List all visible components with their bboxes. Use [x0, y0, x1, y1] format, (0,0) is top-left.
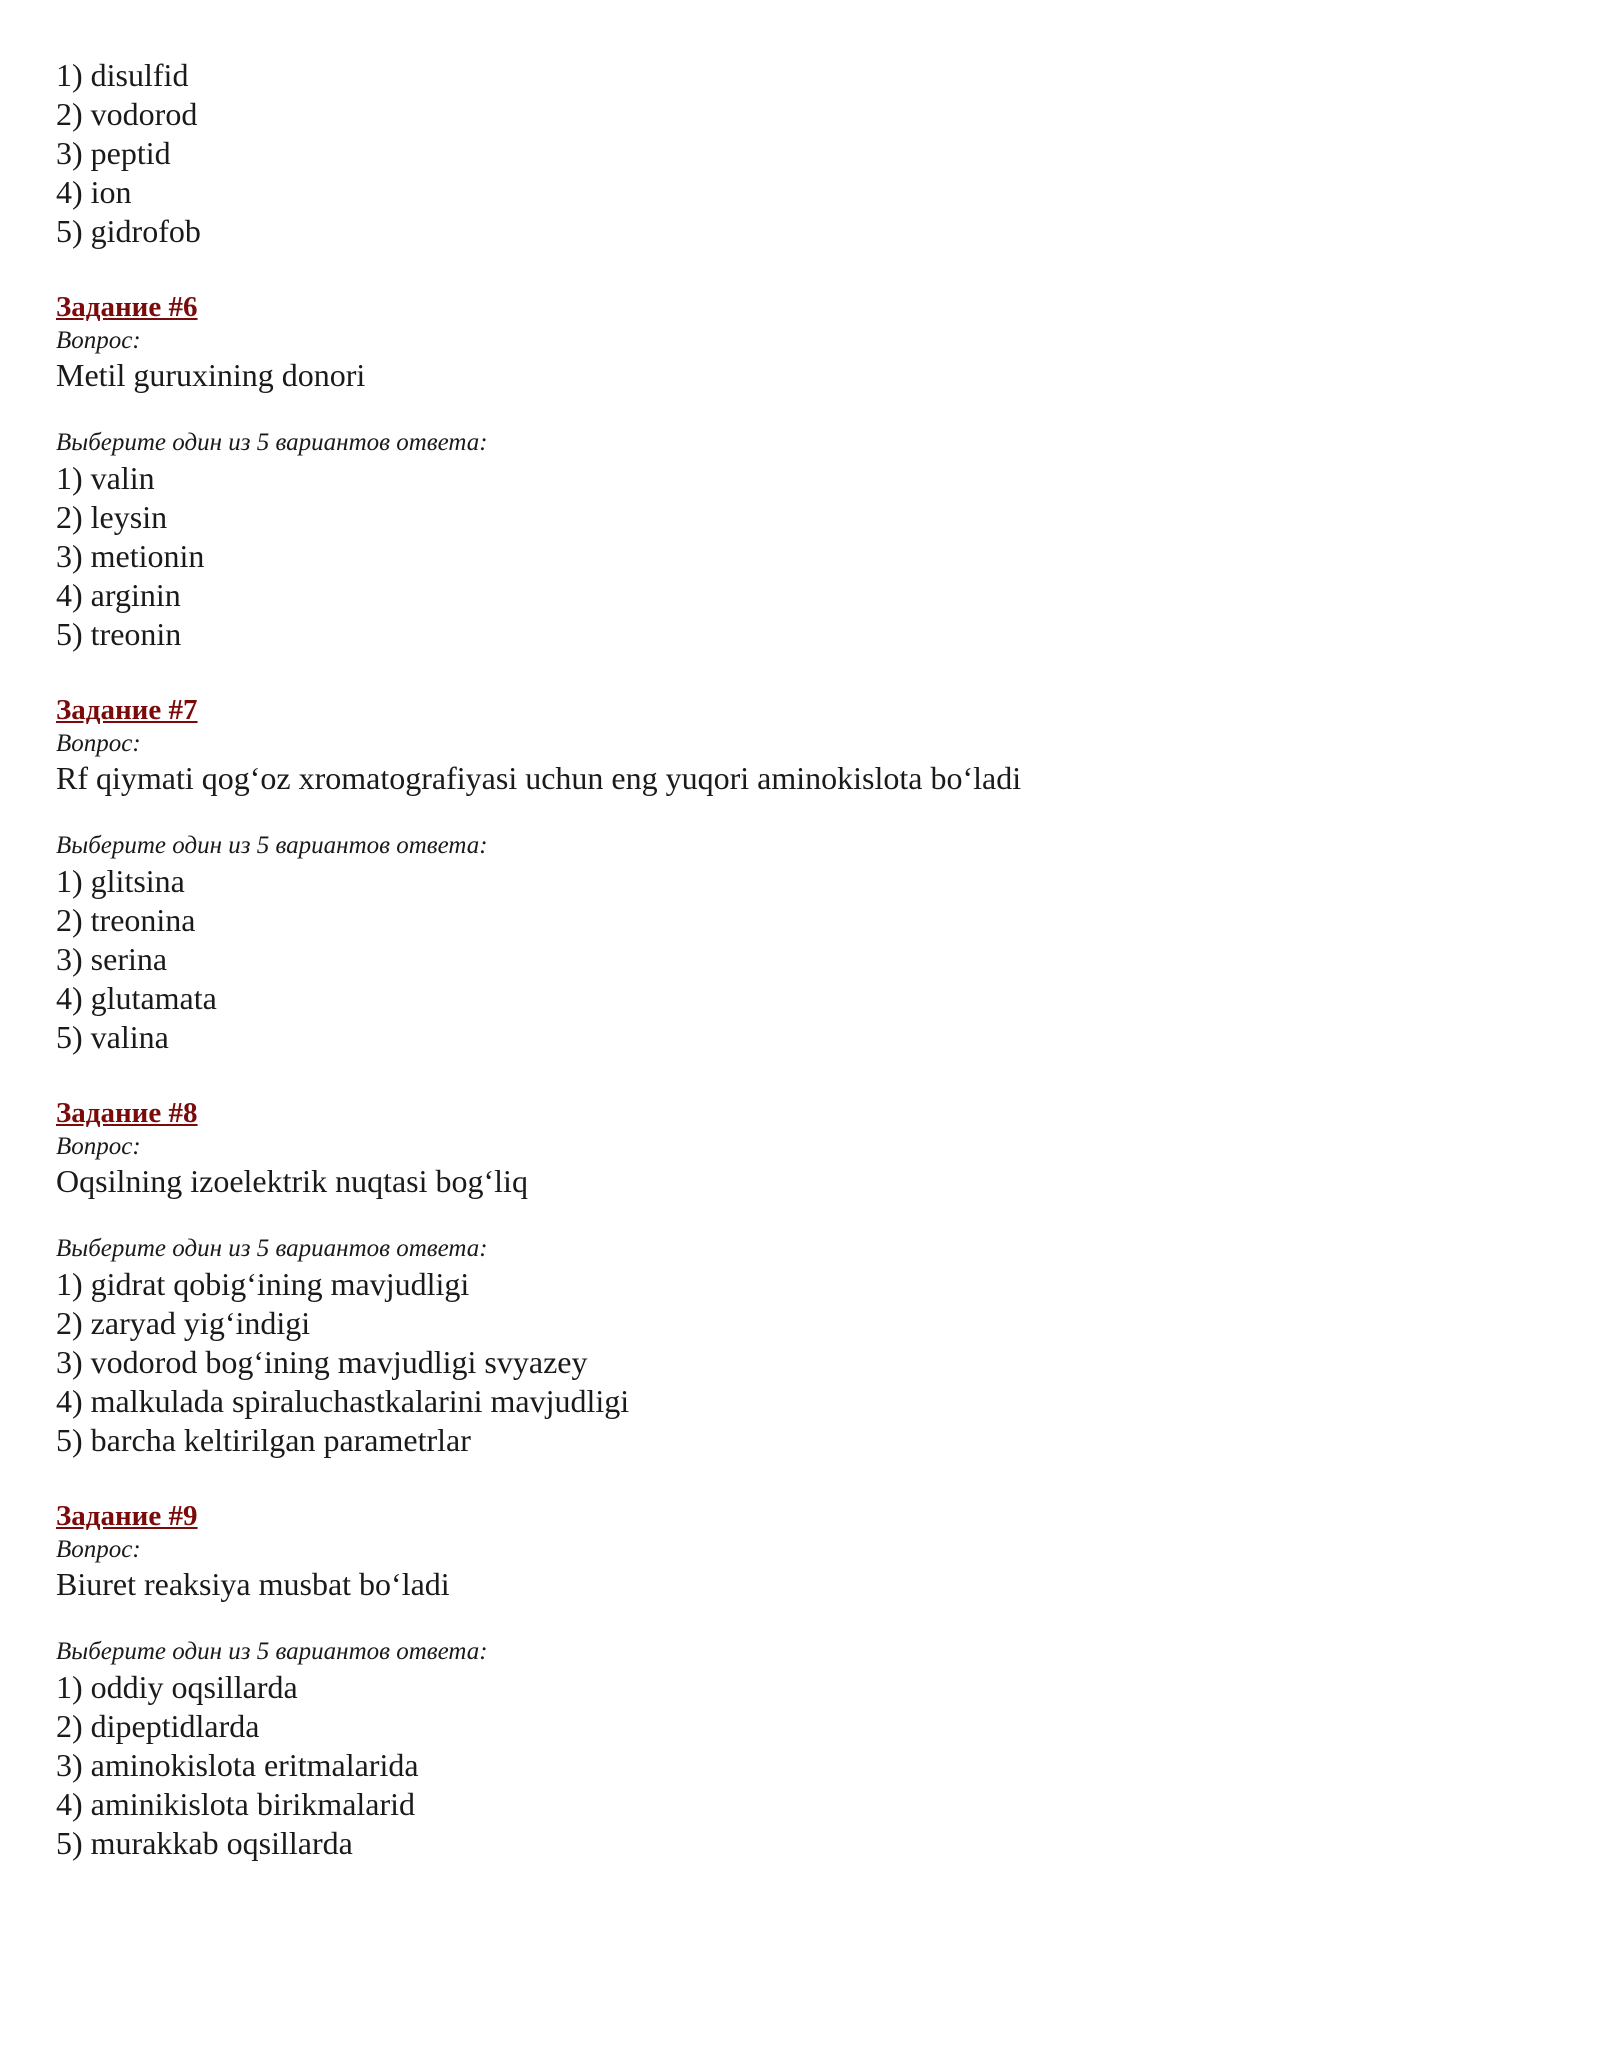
task-9: [56, 1460, 1536, 1863]
choose-label: Выберите один из 5 вариантов ответа:: [56, 1638, 488, 1665]
question-label: Вопрос:: [56, 730, 141, 757]
task-heading: Задание #8: [56, 1097, 198, 1129]
list-item: 3) vodorod bog‘ining mavjudligi svyazey: [56, 1344, 588, 1380]
list-item: 1) gidrat qobig‘ining mavjudligi: [56, 1266, 470, 1302]
list-item: 4) malkulada spiraluchastkalarini mavjudligi: [56, 1383, 630, 1419]
list-item: 2) treonina: [56, 902, 196, 938]
question-label: Вопрос:: [56, 327, 141, 354]
options-list: [56, 1668, 1536, 1863]
list-item: 5) gidrofob: [56, 213, 201, 249]
list-item: 3) peptid: [56, 135, 171, 171]
question-text: Rf qiymati qog‘oz xromatografiyasi uchun eng yuqori aminokislota bo‘ladi: [56, 760, 1022, 796]
options-list: [56, 459, 1536, 654]
choose-label: Выберите один из 5 вариантов ответа:: [56, 1235, 488, 1262]
list-item: 4) aminikislota birikmalarid: [56, 1786, 416, 1822]
list-item: 3) aminokislota eritmalarida: [56, 1747, 419, 1783]
list-item: 2) zaryad yig‘indigi: [56, 1305, 311, 1341]
list-item: 4) arginin: [56, 577, 181, 613]
list-item: 1) oddiy oqsillarda: [56, 1669, 298, 1705]
list-item: 3) metionin: [56, 538, 205, 574]
choose-label: Выберите один из 5 вариантов ответа:: [56, 429, 488, 456]
task-7: [56, 654, 1536, 1057]
task-6: [56, 251, 1536, 654]
task-heading: Задание #6: [56, 291, 198, 323]
document-page: [56, 54, 1536, 1863]
question-text: Biuret reaksiya musbat bo‘ladi: [56, 1566, 450, 1602]
list-item: 1) glitsina: [56, 863, 185, 899]
list-item: 1) disulfid: [56, 57, 189, 93]
question-text: Metil guruxining donori: [56, 357, 366, 393]
list-item: 5) treonin: [56, 616, 182, 652]
task-heading: Задание #7: [56, 694, 198, 726]
options-list: [56, 862, 1536, 1057]
list-item: 2) dipeptidlarda: [56, 1708, 260, 1744]
leading-options-list: [56, 56, 1536, 251]
list-item: 5) barcha keltirilgan parametrlar: [56, 1422, 471, 1458]
list-item: 5) murakkab oqsillarda: [56, 1825, 353, 1861]
options-list: [56, 1265, 1536, 1460]
list-item: 5) valina: [56, 1019, 169, 1055]
task-heading: Задание #9: [56, 1500, 198, 1532]
list-item: 4) ion: [56, 174, 132, 210]
question-text: Oqsilning izoelektrik nuqtasi bog‘liq: [56, 1163, 528, 1199]
list-item: 3) serina: [56, 941, 168, 977]
list-item: 2) vodorod: [56, 96, 198, 132]
question-label: Вопрос:: [56, 1536, 141, 1563]
question-label: Вопрос:: [56, 1133, 141, 1160]
list-item: 2) leysin: [56, 499, 168, 535]
choose-label: Выберите один из 5 вариантов ответа:: [56, 832, 488, 859]
task-8: [56, 1057, 1536, 1460]
list-item: 4) glutamata: [56, 980, 217, 1016]
list-item: 1) valin: [56, 460, 155, 496]
